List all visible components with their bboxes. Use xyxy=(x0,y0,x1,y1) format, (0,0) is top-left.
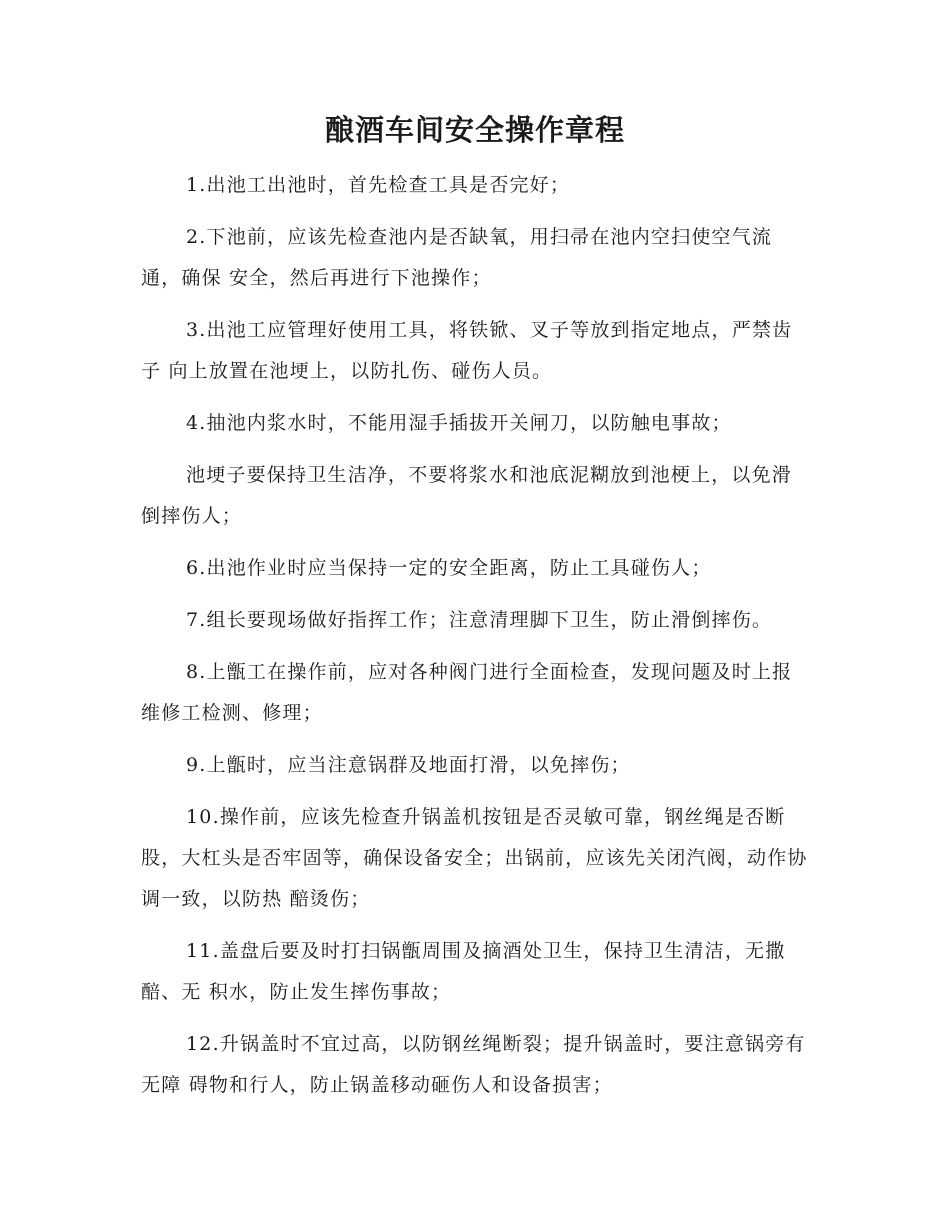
paragraph-4: 4.抽池内浆水时，不能用湿手插拔开关闸刀，以防触电事故； xyxy=(186,412,732,434)
paragraph-7: 7.组长要现场做好指挥工作；注意清理脚下卫生，防止滑倒摔伤。 xyxy=(186,609,773,631)
paragraph-3: 3.出池工应管理好使用工具，将铁锨、叉子等放到指定地点，严禁齿子 向上放置在池埂上，以防扎伤、碰伤人员。 xyxy=(141,319,793,382)
document-title: 酿酒车间安全操作章程 xyxy=(324,113,625,147)
paragraph-6: 6.出池作业时应当保持一定的安全距离，防止工具碰伤人； xyxy=(186,557,712,579)
paragraph-5: 池埂子要保持卫生洁净，不要将浆水和池底泥糊放到池梗上，以免滑倒摔伤人； xyxy=(141,464,793,527)
paragraph-11: 11.盖盘后要及时打扫锅甑周围及摘酒处卫生，保持卫生清洁，无撒醅、无 积水，防止发生摔伤事故； xyxy=(141,940,786,1003)
paragraph-2: 2.下池前，应该先检查池内是否缺氧，用扫帚在池内空扫使空气流通，确保 安全，然后再进行下池操作； xyxy=(141,226,773,289)
paragraph-10: 10.操作前，应该先检查升锅盖机按钮是否灵敏可靠，钢丝绳是否断股，大杠头是否牢固等，确保设备安全；出锅前，应该先关闭汽阀，动作协调一致，以防热 醅烫伤； xyxy=(141,806,808,910)
paragraph-12: 12.升锅盖时不宜过高，以防钢丝绳断裂；提升锅盖时，要注意锅旁有无障 碍物和行人，防止锅盖移动砸伤人和设备损害； xyxy=(141,1033,806,1096)
paragraph-1: 1.出池工出池时，首先检查工具是否完好； xyxy=(186,174,571,196)
document-body xyxy=(141,165,809,1117)
paragraph-9: 9.上甑时，应当注意锅群及地面打滑，以免摔伤； xyxy=(186,754,631,776)
paragraph-8: 8.上甑工在操作前，应对各种阀门进行全面检查，发现问题及时上报维修工检测、修理； xyxy=(141,661,793,724)
